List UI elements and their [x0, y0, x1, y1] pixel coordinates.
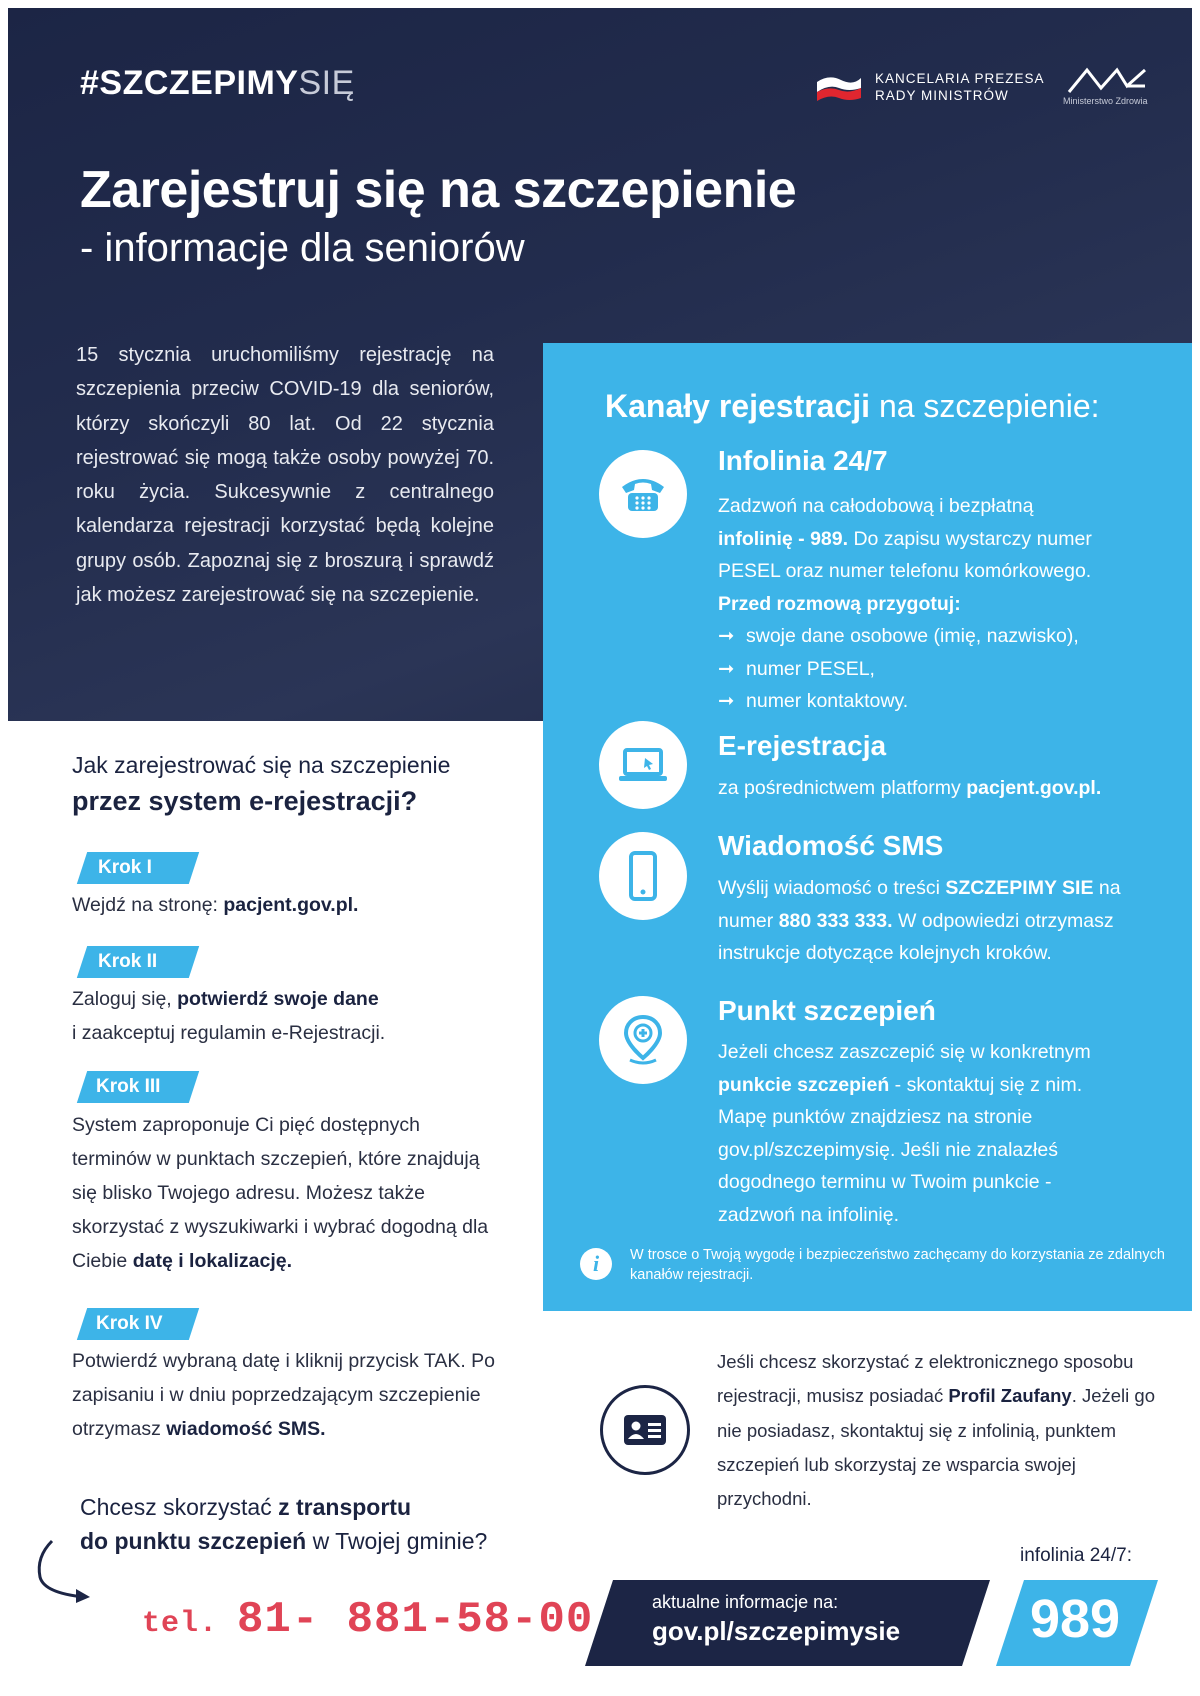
hotline-label: infolinia 24/7: — [1020, 1545, 1132, 1566]
smartphone-icon — [628, 851, 658, 901]
page-subtitle: - informacje dla seniorów — [80, 226, 525, 270]
info-note: W trosce o Twoją wygodę i bezpieczeństwo zachęcamy do korzystania ze zdalnych kanałów rejestracji. — [630, 1247, 1165, 1283]
list-item: ➞ swoje dane osobowe (imię, nazwisko), — [718, 620, 1178, 653]
arrow-right-icon: ➞ — [718, 690, 735, 712]
step-label: Krok IV — [96, 1313, 163, 1334]
step-2-text: Zaloguj się, potwierdź swoje dane i zaakceptuj regulamin e-Rejestracji. — [72, 988, 386, 1044]
info-icon: i — [580, 1248, 612, 1280]
step-3-text: System zaproponuje Ci pięć dostępnych terminów w punktach szczepień, które znajdują się blisko Twojego adresu. Możesz także skorzystać z wyszukiwarki i wybrać dogodną dla Ciebie datę i lokalizację. — [72, 1114, 489, 1272]
step-1-text: Wejdź na stronę: pacjent.gov.pl. — [72, 894, 359, 916]
smartphone-icon-circle — [599, 832, 687, 920]
gov-logo-text: KANCELARIA PREZESA RADY MINISTRÓW — [875, 71, 1045, 103]
erejestracja-text: za pośrednictwem platformy pacjent.gov.pl. — [718, 777, 1102, 799]
hotline-number[interactable]: 989 — [1029, 1589, 1121, 1649]
erejestracja-title: E-rejestracja — [718, 730, 887, 761]
intro-paragraph: 15 stycznia uruchomiliśmy rejestrację na szczepienia przeciw COVID-19 dla seniorów, którzy skończyli 80 lat. Od 22 stycznia rejestrować się mogą także osoby powyżej 70. roku życia. Sukcesywnie z centralnego kalendarza rejestracji korzystać będą kolejne grupy osób. Zapoznaj się z broszurą i sprawdź jak możesz zarejestrować się na szczepienie. — [76, 344, 494, 607]
curved-arrow-icon — [34, 1537, 104, 1607]
sms-text: Wyślij wiadomość o treści SZCZEPIMY SIE na numer 880 333 333. W odpowiedzi otrzymasz instrukcje dotyczące kolejnych kroków. — [718, 877, 1121, 964]
punkt-text: Jeżeli chcesz zaszczepić się w konkretnym punkcie szczepień - skontaktuj się z nim. Mapę punktów znajdziesz na stronie gov.pl/szczepimysię. Jeśli nie znalazłeś dogodnego terminu w Twoim punkcie - zadzwoń na infolinię. — [718, 1041, 1091, 1226]
id-card-icon — [622, 1413, 668, 1447]
ministry-name: Ministerstwo Zdrowia — [1063, 96, 1148, 106]
profil-zaufany-text: Jeśli chcesz skorzystać z elektronicznego sposobu rejestracji, musisz posiadać Profil Zaufany. Jeżeli go nie posiadasz, skontaktuj się z infolinią, punktem szczepień lub skorzystaj ze wsparcia swojej przychodni. — [717, 1351, 1155, 1510]
info-bar-caption: aktualne informacje na: — [652, 1592, 839, 1612]
arrow-right-icon: ➞ — [718, 657, 735, 680]
step-label: Krok II — [98, 951, 158, 972]
arrow-right-icon: ➞ — [718, 625, 735, 647]
info-bar-url[interactable]: gov.pl/szczepimysie — [652, 1616, 901, 1646]
punkt-title: Punkt szczepień — [718, 995, 936, 1026]
laptop-icon — [617, 746, 669, 784]
list-item: ➞ numer PESEL, — [718, 653, 1178, 686]
step-4-text: Potwierdź wybraną datę i kliknij przycisk TAK. Po zapisaniu i w dniu poprzedzającym szczepienie otrzymasz wiadomość SMS. — [72, 1350, 496, 1440]
infolinia-text: Zadzwoń na całodobową i bezpłatną infolinię - 989. Do zapisu wystarczy numer PESEL oraz numer telefonu komórkowego. Przed rozmową przygotuj: ➞ swoje dane osobowe (imię, nazwisko), ➞ numer PESEL, ➞ numer kontaktowy. — [718, 490, 1178, 718]
location-pin-icon — [622, 1014, 664, 1066]
infolinia-title: Infolinia 24/7 — [718, 445, 888, 476]
location-icon-circle — [599, 996, 687, 1084]
laptop-icon-circle — [599, 721, 687, 809]
polish-flag-icon — [815, 72, 863, 102]
step-label: Krok I — [98, 857, 152, 878]
phone-icon — [618, 473, 668, 515]
step-label: Krok III — [96, 1076, 161, 1097]
erej-question: Jak zarejestrować się na szczepienie — [72, 752, 451, 778]
page-title: Zarejestruj się na szczepienie — [80, 161, 797, 219]
sms-title: Wiadomość SMS — [718, 830, 944, 861]
channels-title: Kanały rejestracji na szczepienie: — [605, 388, 1100, 424]
id-card-icon-circle — [600, 1385, 690, 1475]
phone-icon-circle — [599, 450, 687, 538]
transport-phone[interactable]: tel. 81- 881-58-00 — [142, 1595, 594, 1645]
list-item: ➞ numer kontaktowy. — [718, 685, 1178, 718]
hashtag-logo: #SZCZEPIMYSIĘ — [80, 64, 355, 102]
transport-question: Chcesz skorzystać z transportu do punktu szczepień w Twojej gminie? — [80, 1494, 488, 1554]
erej-question-bold: przez system e-rejestracji? — [72, 786, 418, 816]
